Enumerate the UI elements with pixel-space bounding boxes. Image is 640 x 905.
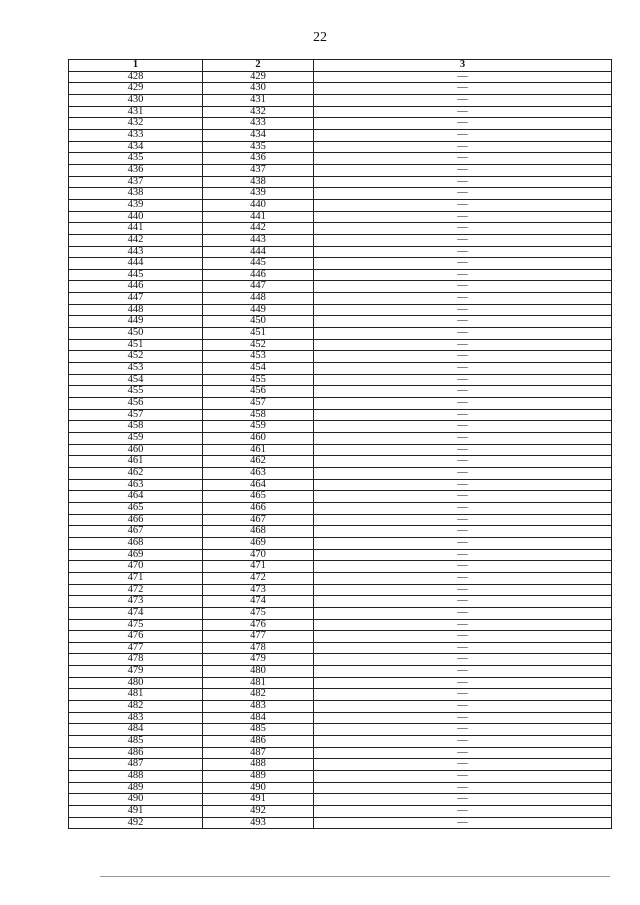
table-row [69, 258, 612, 270]
table-row [69, 118, 612, 130]
table-cell-col-1: 472 [69, 584, 203, 596]
table-cell-col-3: — [314, 549, 612, 561]
table-row [69, 666, 612, 678]
table-cell-col-1: 470 [69, 561, 203, 573]
table-cell-col-1: 428 [69, 71, 203, 83]
table-cell-col-3: — [314, 502, 612, 514]
table-cell-col-3: — [314, 479, 612, 491]
table-cell-col-2: 429 [203, 71, 314, 83]
table-row [69, 339, 612, 351]
table-row [69, 712, 612, 724]
table-row [69, 794, 612, 806]
table-cell-col-1: 463 [69, 479, 203, 491]
page-bottom-rule [100, 876, 610, 877]
table-cell-col-1: 487 [69, 759, 203, 771]
table-row [69, 677, 612, 689]
table-cell-col-1: 458 [69, 421, 203, 433]
table-cell-col-3: — [314, 747, 612, 759]
table-cell-col-3: — [314, 83, 612, 95]
table-cell-col-3: — [314, 211, 612, 223]
table-cell-col-3: — [314, 304, 612, 316]
table-cell-col-2: 463 [203, 467, 314, 479]
table-row [69, 526, 612, 538]
table-cell-col-1: 482 [69, 701, 203, 713]
table-cell-col-3: — [314, 794, 612, 806]
column-header-2: 2 [203, 60, 314, 72]
table-cell-col-1: 442 [69, 234, 203, 246]
table-cell-col-2: 439 [203, 188, 314, 200]
table-cell-col-1: 439 [69, 199, 203, 211]
table-cell-col-2: 474 [203, 596, 314, 608]
table-cell-col-3: — [314, 71, 612, 83]
table-cell-col-1: 433 [69, 129, 203, 141]
table-cell-col-1: 469 [69, 549, 203, 561]
table-row [69, 759, 612, 771]
table-row [69, 572, 612, 584]
table-cell-col-1: 471 [69, 572, 203, 584]
table-cell-col-2: 458 [203, 409, 314, 421]
table-row [69, 701, 612, 713]
table-cell-col-2: 469 [203, 537, 314, 549]
table-cell-col-1: 492 [69, 817, 203, 829]
table-cell-col-2: 482 [203, 689, 314, 701]
table-row [69, 433, 612, 445]
table-cell-col-1: 453 [69, 363, 203, 375]
table-row [69, 514, 612, 526]
table-cell-col-1: 451 [69, 339, 203, 351]
table-cell-col-3: — [314, 444, 612, 456]
table-row [69, 619, 612, 631]
table-row [69, 456, 612, 468]
table-cell-col-2: 452 [203, 339, 314, 351]
table-cell-col-3: — [314, 561, 612, 573]
table-row [69, 164, 612, 176]
table-row [69, 631, 612, 643]
table-cell-col-2: 460 [203, 433, 314, 445]
table-row [69, 537, 612, 549]
table-cell-col-2: 470 [203, 549, 314, 561]
table-cell-col-1: 483 [69, 712, 203, 724]
table-row [69, 607, 612, 619]
table-row [69, 817, 612, 829]
table-row [69, 246, 612, 258]
table-row [69, 736, 612, 748]
table-body [69, 71, 612, 829]
table-cell-col-1: 446 [69, 281, 203, 293]
table-cell-col-1: 449 [69, 316, 203, 328]
table-cell-col-3: — [314, 619, 612, 631]
table-cell-col-3: — [314, 654, 612, 666]
table-cell-col-2: 488 [203, 759, 314, 771]
table-cell-col-2: 466 [203, 502, 314, 514]
table-cell-col-2: 441 [203, 211, 314, 223]
table-cell-col-2: 480 [203, 666, 314, 678]
table-cell-col-3: — [314, 374, 612, 386]
table-cell-col-2: 481 [203, 677, 314, 689]
table-cell-col-2: 432 [203, 106, 314, 118]
table-cell-col-1: 488 [69, 771, 203, 783]
table-cell-col-3: — [314, 759, 612, 771]
table-cell-col-3: — [314, 351, 612, 363]
table-cell-col-2: 456 [203, 386, 314, 398]
table-cell-col-3: — [314, 339, 612, 351]
table-cell-col-2: 442 [203, 223, 314, 235]
table-cell-col-2: 490 [203, 782, 314, 794]
table-cell-col-2: 430 [203, 83, 314, 95]
table-cell-col-2: 436 [203, 153, 314, 165]
table-cell-col-1: 443 [69, 246, 203, 258]
data-table [68, 59, 612, 829]
table-row [69, 129, 612, 141]
table-cell-col-3: — [314, 118, 612, 130]
table-row [69, 386, 612, 398]
table-row [69, 83, 612, 95]
table-row [69, 153, 612, 165]
table-cell-col-2: 475 [203, 607, 314, 619]
table-cell-col-1: 490 [69, 794, 203, 806]
table-cell-col-2: 489 [203, 771, 314, 783]
table-row [69, 479, 612, 491]
table-cell-col-3: — [314, 164, 612, 176]
table-row [69, 409, 612, 421]
table-cell-col-1: 475 [69, 619, 203, 631]
table-cell-col-3: — [314, 199, 612, 211]
table-cell-col-1: 478 [69, 654, 203, 666]
column-header-3: 3 [314, 60, 612, 72]
table-row [69, 724, 612, 736]
table-cell-col-3: — [314, 806, 612, 818]
table-row [69, 351, 612, 363]
table-cell-col-3: — [314, 666, 612, 678]
table-cell-col-3: — [314, 537, 612, 549]
table-row [69, 689, 612, 701]
table-cell-col-1: 450 [69, 328, 203, 340]
table-cell-col-2: 437 [203, 164, 314, 176]
table-cell-col-2: 468 [203, 526, 314, 538]
table-cell-col-2: 462 [203, 456, 314, 468]
table-cell-col-3: — [314, 176, 612, 188]
table-row [69, 71, 612, 83]
table-cell-col-1: 491 [69, 806, 203, 818]
table-cell-col-1: 445 [69, 269, 203, 281]
table-row [69, 316, 612, 328]
table-cell-col-2: 461 [203, 444, 314, 456]
table-row [69, 444, 612, 456]
table-row [69, 806, 612, 818]
table-row [69, 502, 612, 514]
table-cell-col-3: — [314, 712, 612, 724]
table-cell-col-3: — [314, 456, 612, 468]
table-cell-col-2: 433 [203, 118, 314, 130]
table-cell-col-2: 457 [203, 398, 314, 410]
table-row [69, 328, 612, 340]
table-cell-col-3: — [314, 94, 612, 106]
table-row [69, 363, 612, 375]
table-cell-col-3: — [314, 724, 612, 736]
table-cell-col-1: 436 [69, 164, 203, 176]
table-row [69, 188, 612, 200]
table-cell-col-3: — [314, 363, 612, 375]
table-cell-col-3: — [314, 269, 612, 281]
table-cell-col-3: — [314, 328, 612, 340]
table-row [69, 561, 612, 573]
table-cell-col-3: — [314, 491, 612, 503]
table-row [69, 281, 612, 293]
table-row [69, 771, 612, 783]
table-cell-col-1: 464 [69, 491, 203, 503]
table-cell-col-2: 450 [203, 316, 314, 328]
table-cell-col-2: 435 [203, 141, 314, 153]
table-cell-col-3: — [314, 316, 612, 328]
table-cell-col-2: 447 [203, 281, 314, 293]
table-cell-col-2: 453 [203, 351, 314, 363]
table-row [69, 176, 612, 188]
table-row [69, 549, 612, 561]
table-cell-col-1: 440 [69, 211, 203, 223]
table-cell-col-2: 484 [203, 712, 314, 724]
table-cell-col-3: — [314, 281, 612, 293]
table-row [69, 491, 612, 503]
table-cell-col-1: 480 [69, 677, 203, 689]
table-cell-col-3: — [314, 188, 612, 200]
table-cell-col-2: 444 [203, 246, 314, 258]
table-cell-col-2: 446 [203, 269, 314, 281]
column-header-1: 1 [69, 60, 203, 72]
table-cell-col-2: 476 [203, 619, 314, 631]
table-cell-col-2: 440 [203, 199, 314, 211]
table-row [69, 269, 612, 281]
table-cell-col-3: — [314, 141, 612, 153]
table-row [69, 782, 612, 794]
table-row [69, 642, 612, 654]
table-row [69, 654, 612, 666]
table-cell-col-1: 473 [69, 596, 203, 608]
table-cell-col-3: — [314, 409, 612, 421]
table-cell-col-1: 430 [69, 94, 203, 106]
table-row [69, 584, 612, 596]
table-cell-col-3: — [314, 234, 612, 246]
table-cell-col-3: — [314, 631, 612, 643]
table-cell-col-3: — [314, 433, 612, 445]
table-cell-col-2: 491 [203, 794, 314, 806]
table-cell-col-3: — [314, 106, 612, 118]
table-cell-col-3: — [314, 584, 612, 596]
table-cell-col-3: — [314, 258, 612, 270]
table-cell-col-3: — [314, 782, 612, 794]
table-cell-col-2: 479 [203, 654, 314, 666]
table-row [69, 398, 612, 410]
table-cell-col-1: 432 [69, 118, 203, 130]
table-cell-col-1: 457 [69, 409, 203, 421]
table-cell-col-2: 451 [203, 328, 314, 340]
table-cell-col-1: 486 [69, 747, 203, 759]
table-cell-col-1: 474 [69, 607, 203, 619]
table-header-row [69, 60, 612, 72]
table-cell-col-3: — [314, 572, 612, 584]
table-cell-col-2: 459 [203, 421, 314, 433]
table-cell-col-1: 454 [69, 374, 203, 386]
table-cell-col-2: 486 [203, 736, 314, 748]
table-cell-col-1: 476 [69, 631, 203, 643]
table-cell-col-1: 431 [69, 106, 203, 118]
table-cell-col-2: 454 [203, 363, 314, 375]
table-cell-col-2: 472 [203, 572, 314, 584]
table-cell-col-3: — [314, 596, 612, 608]
table-cell-col-3: — [314, 467, 612, 479]
table-cell-col-3: — [314, 386, 612, 398]
table-cell-col-1: 429 [69, 83, 203, 95]
table-cell-col-3: — [314, 223, 612, 235]
table-cell-col-2: 478 [203, 642, 314, 654]
table-cell-col-1: 485 [69, 736, 203, 748]
table-cell-col-1: 444 [69, 258, 203, 270]
table-cell-col-2: 434 [203, 129, 314, 141]
table-cell-col-1: 466 [69, 514, 203, 526]
table-cell-col-3: — [314, 736, 612, 748]
table-cell-col-1: 468 [69, 537, 203, 549]
table-row [69, 106, 612, 118]
table-cell-col-1: 481 [69, 689, 203, 701]
table-cell-col-1: 477 [69, 642, 203, 654]
table-cell-col-1: 447 [69, 293, 203, 305]
table-cell-col-3: — [314, 514, 612, 526]
table-row [69, 141, 612, 153]
table-row [69, 304, 612, 316]
table-cell-col-1: 448 [69, 304, 203, 316]
table-row [69, 199, 612, 211]
table-cell-col-2: 438 [203, 176, 314, 188]
table-cell-col-2: 465 [203, 491, 314, 503]
table-cell-col-1: 467 [69, 526, 203, 538]
table-cell-col-2: 473 [203, 584, 314, 596]
table-cell-col-3: — [314, 607, 612, 619]
table-cell-col-1: 456 [69, 398, 203, 410]
table-row [69, 467, 612, 479]
table-row [69, 223, 612, 235]
table-cell-col-1: 437 [69, 176, 203, 188]
table-cell-col-3: — [314, 526, 612, 538]
page-number: 22 [313, 30, 327, 45]
table-cell-col-1: 441 [69, 223, 203, 235]
table-cell-col-3: — [314, 689, 612, 701]
table-cell-col-3: — [314, 421, 612, 433]
table-cell-col-1: 465 [69, 502, 203, 514]
table-cell-col-3: — [314, 771, 612, 783]
table-cell-col-3: — [314, 642, 612, 654]
table-cell-col-3: — [314, 153, 612, 165]
table-cell-col-1: 459 [69, 433, 203, 445]
table-cell-col-3: — [314, 701, 612, 713]
table-row [69, 374, 612, 386]
table-cell-col-3: — [314, 129, 612, 141]
table-row [69, 234, 612, 246]
table-cell-col-1: 479 [69, 666, 203, 678]
table-cell-col-1: 489 [69, 782, 203, 794]
table-cell-col-2: 464 [203, 479, 314, 491]
table-cell-col-2: 483 [203, 701, 314, 713]
table-cell-col-2: 467 [203, 514, 314, 526]
table-cell-col-2: 431 [203, 94, 314, 106]
table-cell-col-2: 471 [203, 561, 314, 573]
table-row [69, 421, 612, 433]
table-cell-col-2: 492 [203, 806, 314, 818]
table-row [69, 94, 612, 106]
table-cell-col-3: — [314, 293, 612, 305]
table-cell-col-2: 493 [203, 817, 314, 829]
table-cell-col-2: 487 [203, 747, 314, 759]
table-cell-col-2: 477 [203, 631, 314, 643]
table-cell-col-1: 434 [69, 141, 203, 153]
table-cell-col-2: 445 [203, 258, 314, 270]
table-row [69, 211, 612, 223]
table-cell-col-3: — [314, 398, 612, 410]
table-cell-col-1: 461 [69, 456, 203, 468]
table-cell-col-2: 443 [203, 234, 314, 246]
table-row [69, 747, 612, 759]
table-cell-col-1: 455 [69, 386, 203, 398]
table-cell-col-1: 484 [69, 724, 203, 736]
table-cell-col-2: 485 [203, 724, 314, 736]
table-cell-col-1: 452 [69, 351, 203, 363]
table-cell-col-2: 448 [203, 293, 314, 305]
table-cell-col-3: — [314, 677, 612, 689]
table-cell-col-2: 449 [203, 304, 314, 316]
table-cell-col-3: — [314, 817, 612, 829]
table-cell-col-2: 455 [203, 374, 314, 386]
table-cell-col-1: 435 [69, 153, 203, 165]
table-row [69, 293, 612, 305]
table-cell-col-1: 462 [69, 467, 203, 479]
table-cell-col-1: 460 [69, 444, 203, 456]
table-cell-col-1: 438 [69, 188, 203, 200]
table-cell-col-3: — [314, 246, 612, 258]
table-row [69, 596, 612, 608]
